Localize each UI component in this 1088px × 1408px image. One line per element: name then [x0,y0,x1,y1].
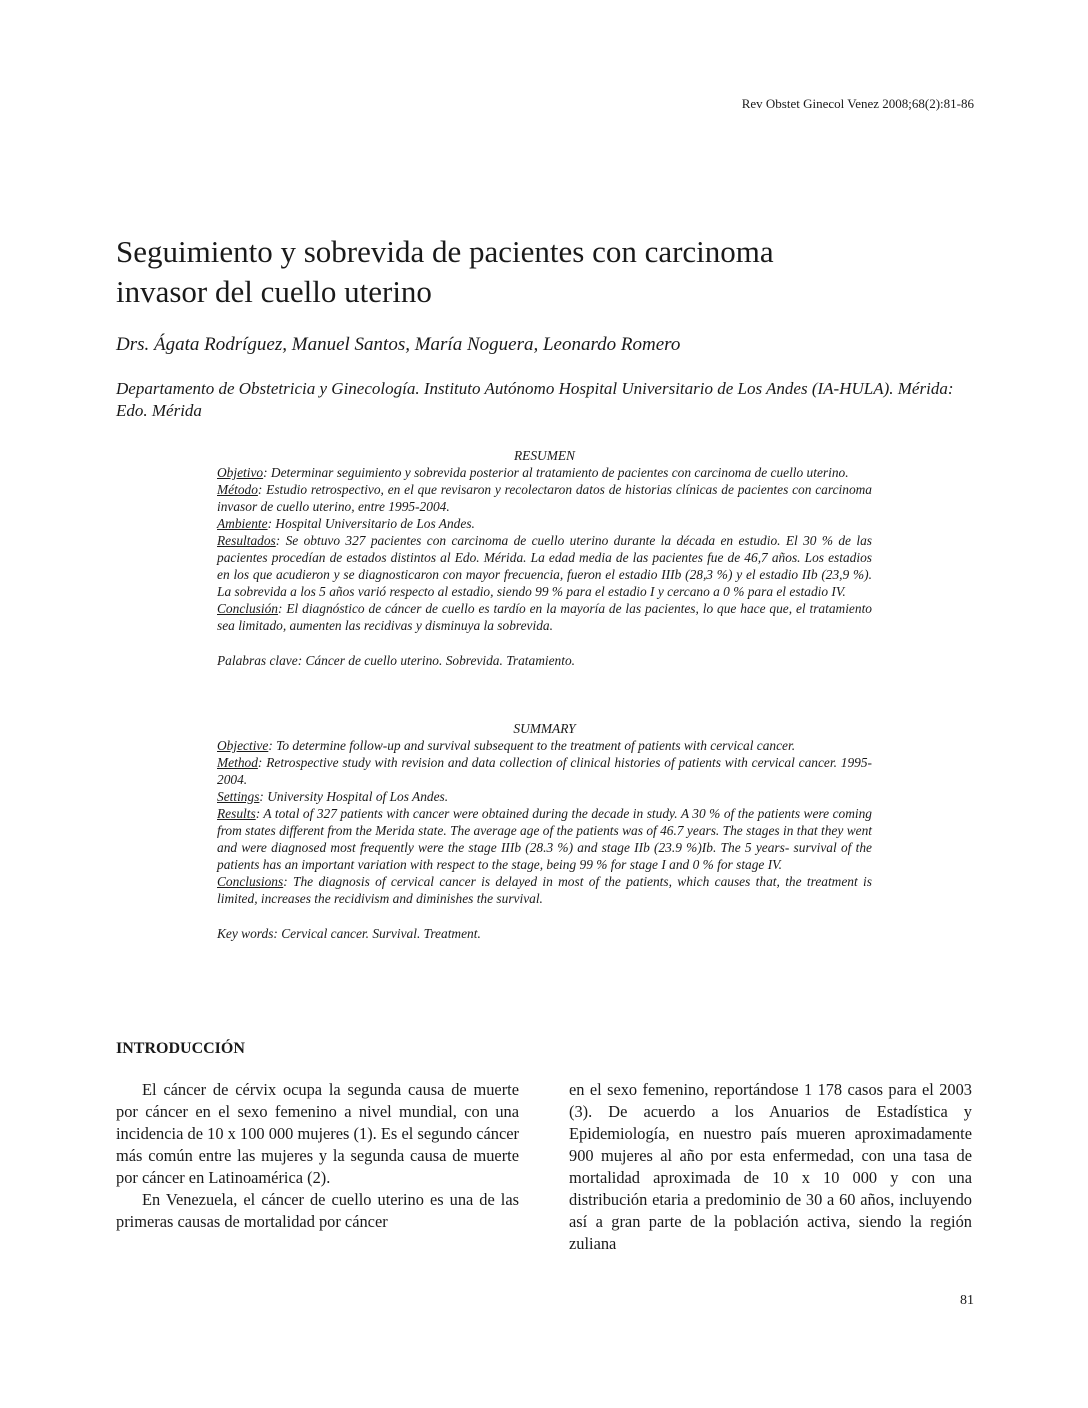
summary-abstract [217,720,872,942]
resumen-ambiente-label: Ambiente [217,516,268,531]
resumen-metodo-label: Método [217,482,258,497]
page-number: 81 [960,1293,974,1308]
resumen-ambiente-text: : Hospital Universitario de Los Andes. [267,516,475,531]
journal-reference: Rev Obstet Ginecol Venez 2008;68(2):81-86 [741,96,974,111]
authors: Drs. Ágata Rodríguez, Manuel Santos, María Noguera, Leonardo Romero [116,334,681,355]
resumen-abstract [217,447,872,669]
summary-settings-label: Settings [217,789,260,804]
summary-objective-label: Objective [217,738,269,753]
resumen-objetivo-text: : Determinar seguimiento y sobrevida posterior al tratamiento de pacientes con carcinoma de cuello uterino. [263,465,849,480]
summary-results-label: Results [217,806,256,821]
summary-objective [217,737,872,754]
summary-keywords: Key words: Cervical cancer. Survival. Treatment. [217,926,481,941]
resumen-conclusion-label: Conclusión [217,601,279,616]
summary-conclusions [217,873,872,907]
resumen-metodo [217,481,872,515]
intro-column-right [569,1079,972,1255]
resumen-metodo-text: : Estudio retrospectivo, en el que revisaron y recolectaron datos de historias clínicas de pacientes con carcinoma invasor de cuello uterino, entre 1995-2004. [217,482,872,514]
summary-settings-text: : University Hospital of Los Andes. [259,789,449,804]
intro-paragraph-1: El cáncer de cérvix ocupa la segunda causa de muerte por cáncer en el sexo femenino a nivel mundial, con una incidencia de 10 x 100 000 mujeres (1). Es el segundo cáncer más común entre las mujeres y la segunda causa de muerte por cáncer en Latinoamérica (2). [116,1080,519,1187]
resumen-keywords: Palabras clave: Cáncer de cuello uterino. Sobrevida. Tratamiento. [217,653,576,668]
intro-paragraph-2: En Venezuela, el cáncer de cuello uterino es una de las primeras causas de mortalidad por cáncer [116,1190,519,1231]
introduccion-heading: INTRODUCCIÓN [116,1040,245,1057]
article-title [116,232,976,312]
resumen-resultados-text: : Se obtuvo 327 pacientes con carcinoma de cuello uterino durante la década en estudio. El 30 % de las pacientes procedían de estados distintos al Edo. Mérida. La edad media de las pacientes fue de 46,7 años. Los estadios en los que acudieron y se diagnosticaron con mayor frecuencia, fueron el estadio IIIb (28,3 %) y el estadio IIb (23,9 %). La sobrevida a los 5 años varió respecto al estadio, siendo 99 % para el estadio I y cercano a 0 % para el estadio IV. [217,533,872,599]
summary-method-text: : Retrospective study with revision and data collection of clinical histories of patients with cervical cancer. 1995-2004. [217,755,872,787]
resumen-heading: RESUMEN [514,448,575,463]
summary-heading: SUMMARY [513,721,576,736]
summary-settings [217,788,872,805]
resumen-conclusion-text: : El diagnóstico de cáncer de cuello es tardío en la mayoría de las pacientes, lo que hace que, el tratamiento sea limitado, aumenten las recidivas y disminuya la sobrevida. [217,601,872,633]
article-title-line-1: Seguimiento y sobrevida de pacientes con carcinoma [116,234,774,269]
resumen-ambiente [217,515,872,532]
summary-conclusions-text: : The diagnosis of cervical cancer is delayed in most of the patients, which causes that, the treatment is limited, increases the recidivism and diminishes the survival. [217,874,872,906]
affiliation: Departamento de Obstetricia y Ginecología. Instituto Autónomo Hospital Universitario de Los Andes (IA-HULA). Mérida: Edo. Mérida [116,379,954,420]
summary-objective-text: : To determine follow-up and survival subsequent to the treatment of patients with cervical cancer. [268,738,796,753]
summary-method-label: Method [217,755,258,770]
summary-results [217,805,872,873]
summary-results-text: : A total of 327 patients with cancer were obtained during the decade in study. A 30 % of the patients were coming from states different from the Merida state. The average age of the patients was of 46.7 years. The stages in that they went and were diagnosed most frequently were the stage IIIb (28.3 %) and stage IIb (23.9 %)Ib. The 5 years- survival of the patients has an important variation with respect to the stage, being 99 % for stage I and 0 % for stage IV. [217,806,872,872]
article-title-line-2: invasor del cuello uterino [116,274,432,309]
resumen-objetivo-label: Objetivo [217,465,264,480]
resumen-resultados [217,532,872,600]
intro-paragraph-2-continued: en el sexo femenino, reportándose 1 178 casos para el 2003 (3). De acuerdo a los Anuarios de Estadística y Epidemiología, en nuestro país mueren aproximadamente 900 mujeres al año por esta enfermedad, con una tasa de mortalidad aproximada de 10 x 10 000 y con una distribución etaria a predominio de 30 a 60 años, incluyendo así a gran parte de la población activa, siendo la región zuliana [569,1080,972,1253]
resumen-objetivo [217,464,872,481]
intro-column-left [116,1079,519,1233]
summary-method [217,754,872,788]
resumen-conclusion [217,600,872,634]
resumen-resultados-label: Resultados [217,533,276,548]
summary-conclusions-label: Conclusions [217,874,284,889]
